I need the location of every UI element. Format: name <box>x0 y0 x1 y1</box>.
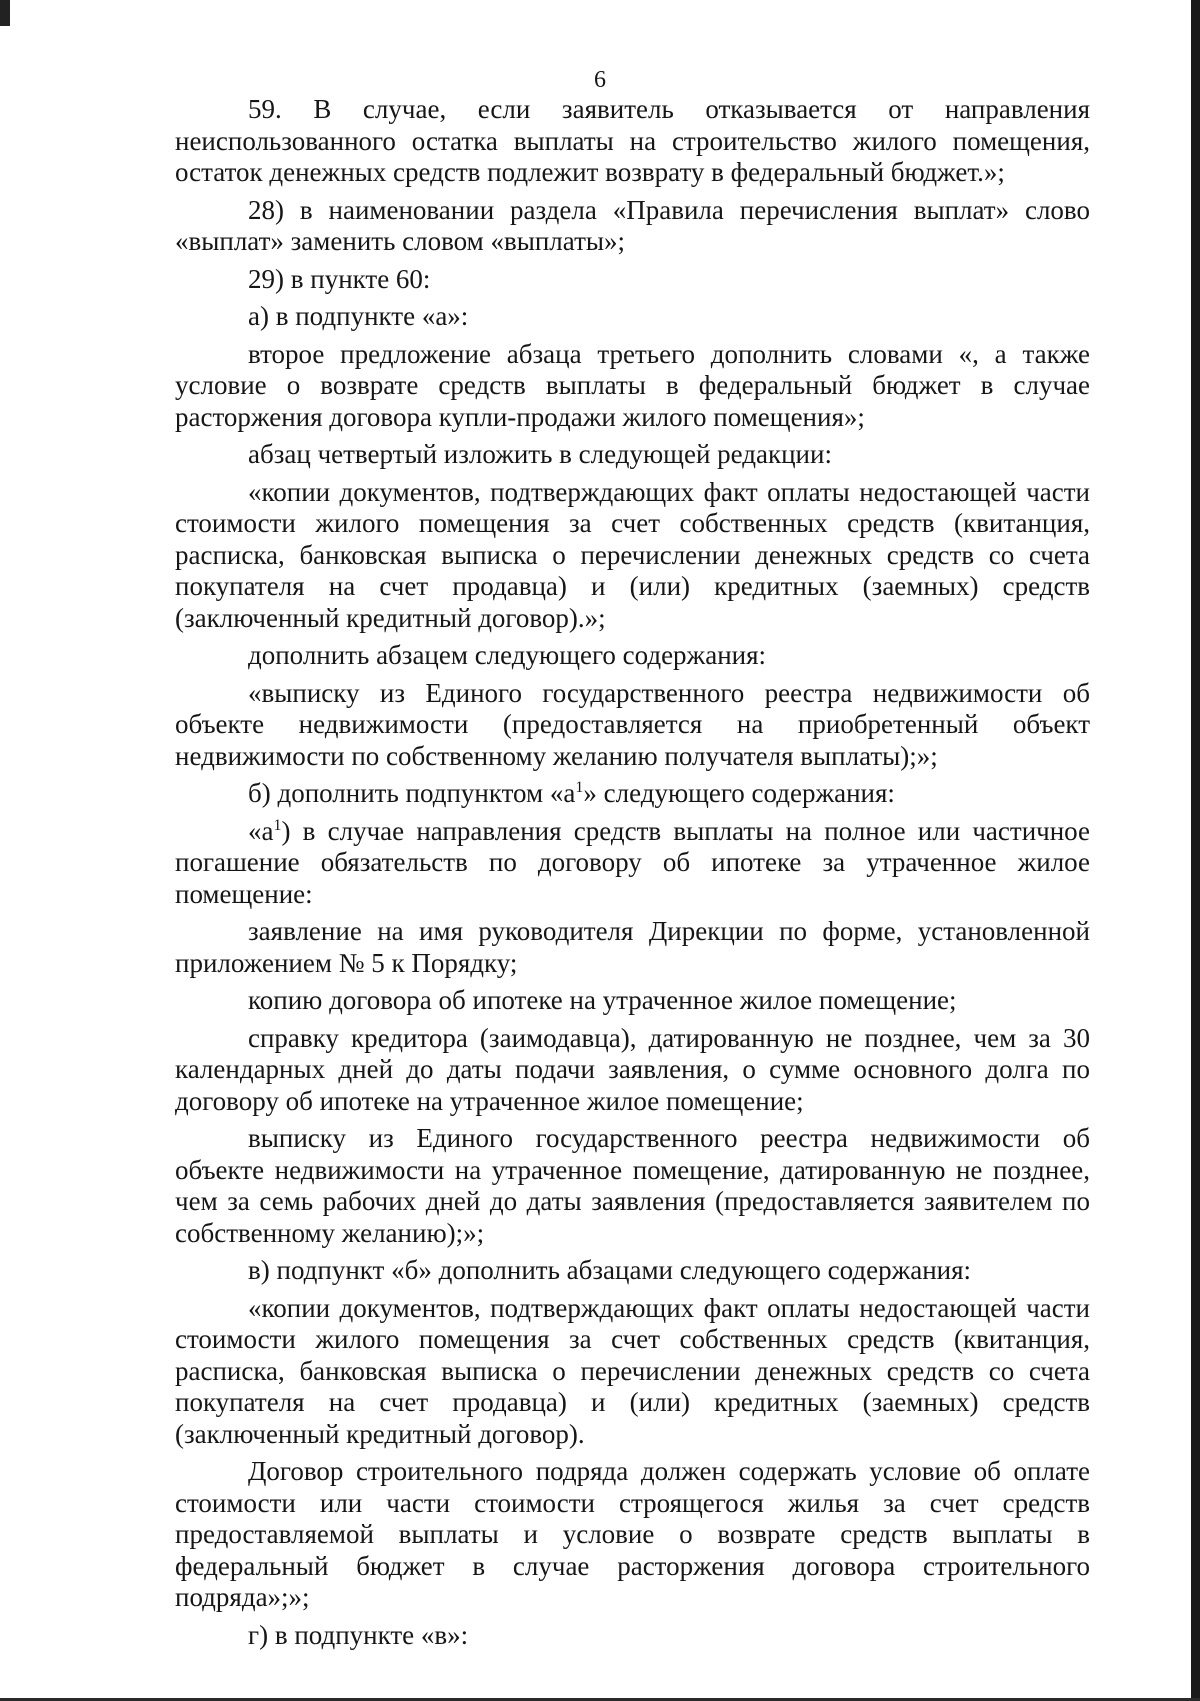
scan-artifact-corner <box>0 0 10 26</box>
paragraph-a1 <box>175 816 1090 911</box>
paragraph-creditor-certificate: справку кредитора (заимодавца), датированную не позднее, чем за 30 календарных дней до даты подачи заявления, о сумме основного долга по договору об ипотеке на утраченное жилое помещение; <box>175 1022 1090 1116</box>
paragraph-egrn-extract: «выписку из Единого государственного реестра недвижимости об объекте недвижимости (предоставляется на приобретенный объект недвижимости по собственному желанию получателя выплаты);»; <box>175 677 1090 771</box>
paragraph-sub-b-text-start: б) дополнить подпунктом «а <box>248 778 576 808</box>
paragraph-copies-documents-2: «копии документов, подтверждающих факт оплаты недостающей части стоимости жилого помещения за счет собственных средств (квитанция, расписка, банковская выписка о перечислении денежных средств со счета покупателя на счет продавца) и (или) кредитных (заемных) средств (заключенный кредитный договор). <box>175 1292 1090 1449</box>
superscript-one: 1 <box>575 779 584 796</box>
paragraph-add-abzac: дополнить абзацем следующего содержания: <box>248 640 767 670</box>
paragraph-28: 28) в наименовании раздела «Правила перечисления выплат» слово «выплат» заменить словом «выплаты»; <box>175 194 1090 256</box>
paragraph-mortgage-copy: копию договора об ипотеке на утраченное жилое помещение; <box>248 985 957 1015</box>
paragraph-construction-contract: Договор строительного подряда должен содержать условие об оплате стоимости или части стоимости строящегося жилья за счет средств предоставляемой выплаты и условие о возврате средств выплаты в федеральный бюджет в случае расторжения договора строительного подряда»;»; <box>175 1456 1090 1612</box>
page-number: 6 <box>594 67 606 93</box>
superscript-one: 1 <box>273 816 282 834</box>
paragraph-a1-text-end: ) в случае направления средств выплаты на полное или частичное погашение обязательств по договору об ипотеке за утраченное жилое помещение: <box>175 815 1090 909</box>
paragraph-egrn-lost-property: выписку из Единого государственного реестра недвижимости об объекте недвижимости на утраченное помещение, датированную не позднее, чем за семь рабочих дней до даты заявления (предоставляется заявителем по собственному желанию);»; <box>175 1123 1090 1248</box>
paragraph-59: 59. В случае, если заявитель отказывается от направления неиспользованного остатка выплаты на строительство жилого помещения, остаток денежных средств подлежит возврату в федеральный бюджет.»; <box>175 94 1090 187</box>
paragraph-application: заявление на имя руководителя Дирекции по форме, установленной приложением № 5 к Порядку; <box>175 916 1090 978</box>
document-body <box>175 94 1090 1651</box>
paragraph-sub-b-text-end: » следующего содержания: <box>583 778 895 808</box>
paragraph-sub-v: в) подпункт «б» дополнить абзацами следующего содержания: <box>248 1255 972 1285</box>
paragraph-a1-text-start: «а <box>248 815 274 846</box>
paragraph-copies-documents: «копии документов, подтверждающих факт оплаты недостающей части стоимости жилого помещения за счет собственных средств (квитанция, расписка, банковская выписка о перечислении денежных средств со счета покупателя на счет продавца) и (или) кредитных (заемных) средств (заключенный кредитный договор).»; <box>175 476 1090 633</box>
paragraph-sub-g: г) в подпункте «в»: <box>248 1619 469 1650</box>
paragraph-sub-a: а) в подпункте «а»: <box>248 301 469 331</box>
paragraph-second-sentence: второе предложение абзаца третьего дополнить словами «, а также условие о возврате средств выплаты в федеральный бюджет в случае расторжения договора купли-продажи жилого помещения»; <box>175 338 1090 432</box>
scan-artifact-right-edge <box>1191 0 1200 1701</box>
paragraph-29: 29) в пункте 60: <box>248 263 431 294</box>
paragraph-fourth-abzac: абзац четвертый изложить в следующей редакции: <box>248 439 832 469</box>
paragraph-sub-b <box>175 778 1090 810</box>
